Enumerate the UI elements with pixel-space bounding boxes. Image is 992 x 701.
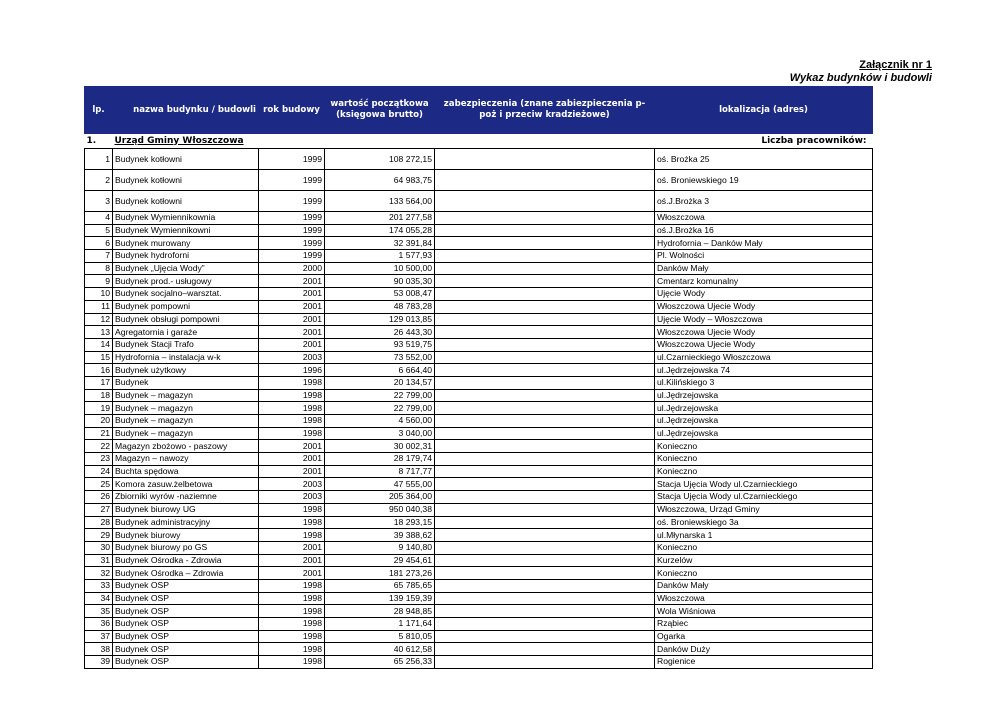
- building-name: Budynek obsługi pompowni: [113, 313, 259, 326]
- building-name: Budynek prod.- usługowy: [113, 275, 259, 288]
- row-number: 23: [85, 453, 113, 466]
- table-row: [85, 579, 873, 592]
- initial-value: 3 040,00: [325, 427, 435, 440]
- table-row: [85, 149, 873, 170]
- initial-value: 29 454,61: [325, 554, 435, 567]
- location-address: ul.Jędrzejowska: [655, 402, 873, 415]
- table-row: [85, 592, 873, 605]
- construction-year: 1996: [259, 364, 325, 377]
- building-name: Budynek – magazyn: [113, 427, 259, 440]
- construction-year: 1999: [259, 191, 325, 212]
- construction-year: 2001: [259, 554, 325, 567]
- row-number: 21: [85, 427, 113, 440]
- building-name: Budynek kotłowni: [113, 170, 259, 191]
- location-address: Włoszczowa: [655, 592, 873, 605]
- construction-year: 1998: [259, 402, 325, 415]
- building-name: Budynek kotłowni: [113, 149, 259, 170]
- initial-value: 30 002,31: [325, 440, 435, 453]
- table-row: [85, 554, 873, 567]
- table-row: [85, 427, 873, 440]
- initial-value: 129 013,85: [325, 313, 435, 326]
- construction-year: 1998: [259, 529, 325, 542]
- row-number: 39: [85, 656, 113, 669]
- table-row: [85, 465, 873, 478]
- table-row: [85, 170, 873, 191]
- location-address: Rogienice: [655, 656, 873, 669]
- initial-value: 6 664,40: [325, 364, 435, 377]
- building-name: Budynek hydroforni: [113, 250, 259, 263]
- construction-year: 1999: [259, 237, 325, 250]
- row-number: 13: [85, 326, 113, 339]
- construction-year: 2001: [259, 338, 325, 351]
- location-address: Konieczno: [655, 541, 873, 554]
- initial-value: 65 256,33: [325, 656, 435, 669]
- initial-value: 93 519,75: [325, 338, 435, 351]
- row-number: 27: [85, 503, 113, 516]
- table-row: [85, 364, 873, 377]
- row-number: 2: [85, 170, 113, 191]
- initial-value: 53 008,47: [325, 288, 435, 301]
- initial-value: 1 577,93: [325, 250, 435, 263]
- table-row: [85, 275, 873, 288]
- initial-value: 26 443,30: [325, 326, 435, 339]
- initial-value: 10 500,00: [325, 262, 435, 275]
- row-number: 36: [85, 618, 113, 631]
- row-number: 20: [85, 415, 113, 428]
- building-name: Hydrofornia – instalacja w-k: [113, 351, 259, 364]
- security-info: [435, 313, 655, 326]
- table-header-row: [85, 87, 873, 134]
- initial-value: 108 272,15: [325, 149, 435, 170]
- construction-year: 2001: [259, 326, 325, 339]
- row-number: 10: [85, 288, 113, 301]
- row-number: 38: [85, 643, 113, 656]
- construction-year: 1999: [259, 212, 325, 225]
- location-address: ul.Kilińskiego 3: [655, 376, 873, 389]
- building-name: Budynek biurowy UG: [113, 503, 259, 516]
- security-info: [435, 402, 655, 415]
- table-row: [85, 618, 873, 631]
- table-row: [85, 503, 873, 516]
- security-info: [435, 415, 655, 428]
- section-row: [85, 134, 873, 149]
- security-info: [435, 351, 655, 364]
- initial-value: 205 364,00: [325, 491, 435, 504]
- table-row: [85, 491, 873, 504]
- col-header-year: rok budowy: [259, 87, 325, 134]
- construction-year: 2003: [259, 478, 325, 491]
- table-row: [85, 237, 873, 250]
- security-info: [435, 212, 655, 225]
- construction-year: 2001: [259, 300, 325, 313]
- construction-year: 1999: [259, 250, 325, 263]
- construction-year: 1998: [259, 592, 325, 605]
- document-subtitle: Wykaz budynków i budowli: [789, 72, 932, 84]
- construction-year: 1998: [259, 618, 325, 631]
- construction-year: 2003: [259, 351, 325, 364]
- building-name: Budynek biurowy: [113, 529, 259, 542]
- security-info: [435, 503, 655, 516]
- security-info: [435, 237, 655, 250]
- security-info: [435, 656, 655, 669]
- construction-year: 1998: [259, 643, 325, 656]
- row-number: 35: [85, 605, 113, 618]
- row-number: 19: [85, 402, 113, 415]
- location-address: Konieczno: [655, 567, 873, 580]
- row-number: 18: [85, 389, 113, 402]
- row-number: 8: [85, 262, 113, 275]
- initial-value: 28 179,74: [325, 453, 435, 466]
- initial-value: 9 140,80: [325, 541, 435, 554]
- table-row: [85, 224, 873, 237]
- security-info: [435, 288, 655, 301]
- security-info: [435, 516, 655, 529]
- location-address: Włoszczowa Ujecie Wody: [655, 338, 873, 351]
- initial-value: 22 799,00: [325, 402, 435, 415]
- security-info: [435, 376, 655, 389]
- location-address: Konieczno: [655, 465, 873, 478]
- location-address: oś.J.Brożka 3: [655, 191, 873, 212]
- initial-value: 1 171,64: [325, 618, 435, 631]
- construction-year: 1998: [259, 503, 325, 516]
- row-number: 31: [85, 554, 113, 567]
- building-name: Zbiorniki wyrów -naziemne: [113, 491, 259, 504]
- row-number: 25: [85, 478, 113, 491]
- location-address: Ujęcie Wody – Włoszczowa: [655, 313, 873, 326]
- security-info: [435, 262, 655, 275]
- location-address: oś. Broniewskiego 19: [655, 170, 873, 191]
- table-row: [85, 440, 873, 453]
- building-name: Komora zasuw.żelbetowa: [113, 478, 259, 491]
- location-address: Danków Mały: [655, 262, 873, 275]
- location-address: Włoszczowa, Urząd Gminy: [655, 503, 873, 516]
- table-row: [85, 351, 873, 364]
- building-name: Magazyn – nawozy: [113, 453, 259, 466]
- section-number: 1.: [86, 135, 97, 146]
- initial-value: 64 983,75: [325, 170, 435, 191]
- construction-year: 1999: [259, 149, 325, 170]
- initial-value: 8 717,77: [325, 465, 435, 478]
- construction-year: 2001: [259, 313, 325, 326]
- building-name: Budynek socjalno–warsztat.: [113, 288, 259, 301]
- initial-value: 174 055,28: [325, 224, 435, 237]
- security-info: [435, 149, 655, 170]
- building-name: Budynek biurowy po GS: [113, 541, 259, 554]
- row-number: 28: [85, 516, 113, 529]
- row-number: 9: [85, 275, 113, 288]
- row-number: 11: [85, 300, 113, 313]
- security-info: [435, 338, 655, 351]
- table-row: [85, 250, 873, 263]
- row-number: 24: [85, 465, 113, 478]
- table-row: [85, 415, 873, 428]
- row-number: 34: [85, 592, 113, 605]
- location-address: Ogarka: [655, 630, 873, 643]
- row-number: 6: [85, 237, 113, 250]
- initial-value: 22 799,00: [325, 389, 435, 402]
- building-name: Budynek: [113, 376, 259, 389]
- employees-label: Liczba pracowników:: [761, 135, 867, 146]
- location-address: Danków Duży: [655, 643, 873, 656]
- location-address: Stacja Ujęcia Wody ul.Czarnieckiego: [655, 478, 873, 491]
- building-name: Budynek OSP: [113, 630, 259, 643]
- location-address: Kurzelów: [655, 554, 873, 567]
- building-name: Budynek Ośrodka - Zdrowia: [113, 554, 259, 567]
- security-info: [435, 478, 655, 491]
- building-name: Buchta spędowa: [113, 465, 259, 478]
- initial-value: 39 388,62: [325, 529, 435, 542]
- construction-year: 1998: [259, 656, 325, 669]
- initial-value: 133 564,00: [325, 191, 435, 212]
- location-address: ul.Jędrzejowska: [655, 427, 873, 440]
- initial-value: 20 134,57: [325, 376, 435, 389]
- table-row: [85, 630, 873, 643]
- row-number: 30: [85, 541, 113, 554]
- building-name: Budynek użytkowy: [113, 364, 259, 377]
- construction-year: 2001: [259, 440, 325, 453]
- initial-value: 48 783,28: [325, 300, 435, 313]
- construction-year: 1998: [259, 579, 325, 592]
- construction-year: 1998: [259, 427, 325, 440]
- table-row: [85, 453, 873, 466]
- building-name: Budynek Ośrodka – Zdrowia: [113, 567, 259, 580]
- initial-value: 65 785,65: [325, 579, 435, 592]
- row-number: 33: [85, 579, 113, 592]
- security-info: [435, 389, 655, 402]
- attachment-title: Załącznik nr 1: [859, 59, 932, 71]
- col-header-security: zabezpieczenia (znane zabiezpieczenia p-poż i przeciw kradzieżowe): [435, 87, 655, 134]
- initial-value: 28 948,85: [325, 605, 435, 618]
- row-number: 3: [85, 191, 113, 212]
- security-info: [435, 592, 655, 605]
- location-address: Pl. Wolności: [655, 250, 873, 263]
- building-name: Budynek OSP: [113, 643, 259, 656]
- table-row: [85, 300, 873, 313]
- location-address: Danków Mały: [655, 579, 873, 592]
- security-info: [435, 191, 655, 212]
- construction-year: 1998: [259, 415, 325, 428]
- initial-value: 181 273,26: [325, 567, 435, 580]
- table-row: [85, 389, 873, 402]
- location-address: Włoszczowa: [655, 212, 873, 225]
- table-row: [85, 516, 873, 529]
- security-info: [435, 427, 655, 440]
- security-info: [435, 567, 655, 580]
- construction-year: 1998: [259, 516, 325, 529]
- security-info: [435, 579, 655, 592]
- security-info: [435, 250, 655, 263]
- security-info: [435, 643, 655, 656]
- row-number: 26: [85, 491, 113, 504]
- location-address: oś. Brożka 25: [655, 149, 873, 170]
- construction-year: 1998: [259, 376, 325, 389]
- building-name: Budynek – magazyn: [113, 415, 259, 428]
- building-name: Budynek Wymiennikowni: [113, 224, 259, 237]
- col-header-value: wartość początkowa (księgowa brutto): [325, 87, 435, 134]
- security-info: [435, 453, 655, 466]
- table-row: [85, 376, 873, 389]
- building-name: Budynek OSP: [113, 656, 259, 669]
- construction-year: 2001: [259, 288, 325, 301]
- construction-year: 1998: [259, 630, 325, 643]
- security-info: [435, 529, 655, 542]
- construction-year: 1999: [259, 224, 325, 237]
- construction-year: 1999: [259, 170, 325, 191]
- row-number: 15: [85, 351, 113, 364]
- building-name: Budynek OSP: [113, 579, 259, 592]
- row-number: 14: [85, 338, 113, 351]
- row-number: 17: [85, 376, 113, 389]
- building-name: Budynek – magazyn: [113, 402, 259, 415]
- construction-year: 2003: [259, 491, 325, 504]
- table-row: [85, 643, 873, 656]
- location-address: Konieczno: [655, 440, 873, 453]
- security-info: [435, 618, 655, 631]
- location-address: ul.Młynarska 1: [655, 529, 873, 542]
- construction-year: 1998: [259, 605, 325, 618]
- building-name: Budynek Wymiennikownia: [113, 212, 259, 225]
- construction-year: 2001: [259, 465, 325, 478]
- security-info: [435, 326, 655, 339]
- construction-year: 2001: [259, 541, 325, 554]
- row-number: 12: [85, 313, 113, 326]
- building-name: Budynek OSP: [113, 605, 259, 618]
- construction-year: 2001: [259, 453, 325, 466]
- row-number: 32: [85, 567, 113, 580]
- location-address: oś. Broniewskiego 3a: [655, 516, 873, 529]
- table-row: [85, 541, 873, 554]
- table-row: [85, 313, 873, 326]
- security-info: [435, 224, 655, 237]
- initial-value: 32 391,84: [325, 237, 435, 250]
- location-address: Hydrofornia – Danków Mały: [655, 237, 873, 250]
- location-address: Cmentarz komunalny: [655, 275, 873, 288]
- building-name: Budynek Stacji Trafo: [113, 338, 259, 351]
- row-number: 16: [85, 364, 113, 377]
- table-row: [85, 191, 873, 212]
- row-number: 1: [85, 149, 113, 170]
- security-info: [435, 541, 655, 554]
- location-address: Stacja Ujęcia Wody ul.Czarnieckiego: [655, 491, 873, 504]
- location-address: ul.Czarnieckiego Włoszczowa: [655, 351, 873, 364]
- security-info: [435, 440, 655, 453]
- initial-value: 90 035,30: [325, 275, 435, 288]
- table-row: [85, 478, 873, 491]
- location-address: Wola Wiśniowa: [655, 605, 873, 618]
- building-name: Budynek murowany: [113, 237, 259, 250]
- initial-value: 18 293,15: [325, 516, 435, 529]
- security-info: [435, 300, 655, 313]
- row-number: 5: [85, 224, 113, 237]
- location-address: Włoszczowa Ujecie Wody: [655, 300, 873, 313]
- building-name: Budynek OSP: [113, 618, 259, 631]
- location-address: oś.J.Brożka 16: [655, 224, 873, 237]
- security-info: [435, 630, 655, 643]
- construction-year: 1998: [259, 389, 325, 402]
- row-number: 7: [85, 250, 113, 263]
- security-info: [435, 554, 655, 567]
- table-row: [85, 326, 873, 339]
- table-row: [85, 288, 873, 301]
- initial-value: 73 552,00: [325, 351, 435, 364]
- location-address: Konieczno: [655, 453, 873, 466]
- buildings-table: [84, 86, 873, 669]
- location-address: Rząbiec: [655, 618, 873, 631]
- table-row: [85, 656, 873, 669]
- initial-value: 201 277,58: [325, 212, 435, 225]
- location-address: ul.Jędrzejowska: [655, 415, 873, 428]
- row-number: 37: [85, 630, 113, 643]
- security-info: [435, 170, 655, 191]
- initial-value: 950 040,38: [325, 503, 435, 516]
- row-number: 22: [85, 440, 113, 453]
- location-address: ul.Jędrzejowska 74: [655, 364, 873, 377]
- col-header-name: nazwa budynku / budowli: [113, 87, 259, 134]
- construction-year: 2000: [259, 262, 325, 275]
- table-row: [85, 529, 873, 542]
- row-number: 29: [85, 529, 113, 542]
- table-row: [85, 402, 873, 415]
- initial-value: 139 159,39: [325, 592, 435, 605]
- table-row: [85, 338, 873, 351]
- table-row: [85, 567, 873, 580]
- construction-year: 2001: [259, 275, 325, 288]
- table-row: [85, 212, 873, 225]
- construction-year: 2001: [259, 567, 325, 580]
- building-name: Budynek OSP: [113, 592, 259, 605]
- initial-value: 47 555,00: [325, 478, 435, 491]
- row-number: 4: [85, 212, 113, 225]
- security-info: [435, 605, 655, 618]
- security-info: [435, 465, 655, 478]
- building-name: Budynek administracyjny: [113, 516, 259, 529]
- col-header-lp: lp.: [85, 87, 113, 134]
- table-row: [85, 262, 873, 275]
- security-info: [435, 491, 655, 504]
- building-name: Magazyn zbożowo - paszowy: [113, 440, 259, 453]
- initial-value: 4 560,00: [325, 415, 435, 428]
- initial-value: 5 810,05: [325, 630, 435, 643]
- security-info: [435, 275, 655, 288]
- table-row: [85, 605, 873, 618]
- section-name: Urząd Gminy Włoszczowa: [114, 135, 244, 146]
- location-address: ul.Jędrzejowska: [655, 389, 873, 402]
- initial-value: 40 612,58: [325, 643, 435, 656]
- building-name: Budynek – magazyn: [113, 389, 259, 402]
- building-name: Agregatornia i garaże: [113, 326, 259, 339]
- building-name: Budynek pompowni: [113, 300, 259, 313]
- building-name: Budynek kotłowni: [113, 191, 259, 212]
- col-header-location: lokalizacja (adres): [655, 87, 873, 134]
- building-name: Budynek „Ujęcia Wody”: [113, 262, 259, 275]
- security-info: [435, 364, 655, 377]
- location-address: Włoszczowa Ujecie Wody: [655, 326, 873, 339]
- location-address: Ujęcie Wody: [655, 288, 873, 301]
